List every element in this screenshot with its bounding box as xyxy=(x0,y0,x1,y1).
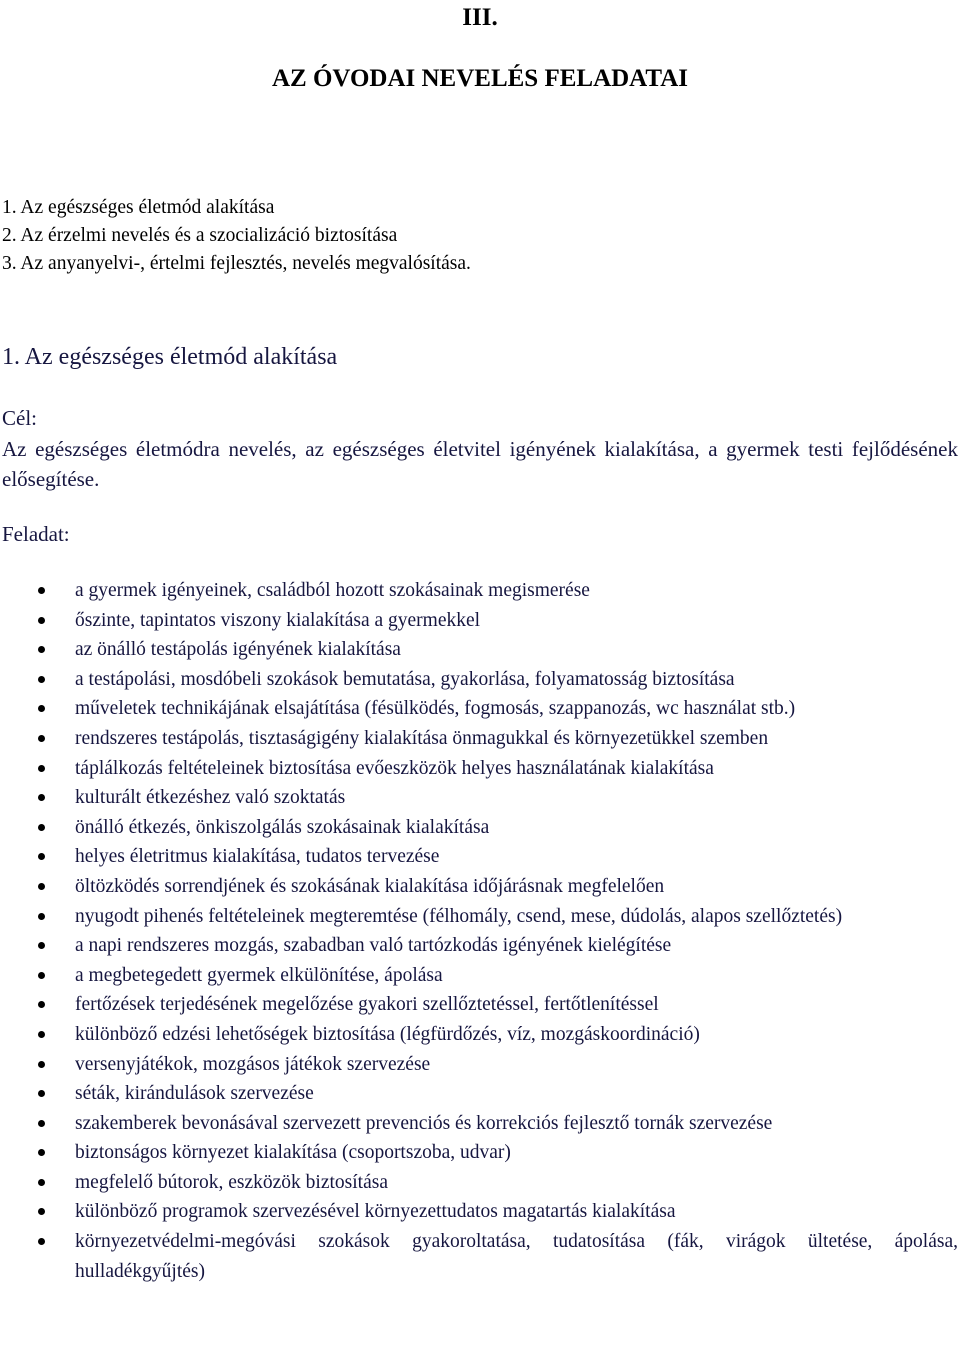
bullet-icon xyxy=(38,824,45,831)
bullet-icon xyxy=(38,617,45,624)
bullet-icon xyxy=(38,972,45,979)
task-item xyxy=(0,842,960,872)
task-item xyxy=(0,783,960,813)
toc-item: 1. Az egészséges életmód alakítása xyxy=(2,197,275,218)
bullet-icon xyxy=(38,587,45,594)
task-item xyxy=(0,576,960,606)
bullet-icon xyxy=(38,1090,45,1097)
task-item xyxy=(0,1109,960,1139)
task-text: önálló étkezés, önkiszolgálás szokásainak kialakítása xyxy=(75,816,490,838)
bullet-icon xyxy=(38,1061,45,1068)
bullet-icon xyxy=(38,705,45,712)
task-list xyxy=(0,576,960,1286)
task-text: rendszeres testápolás, tisztaságigény kialakítása önmagukkal és környezetükkel szemben xyxy=(75,727,769,749)
bullet-icon xyxy=(38,883,45,890)
task-text: megfelelő bútorok, eszközök biztosítása xyxy=(75,1171,388,1193)
task-item xyxy=(0,813,960,843)
task-text: fertőzések terjedésének megelőzése gyakori szellőztetéssel, fertőtlenítéssel xyxy=(75,994,659,1016)
task-item xyxy=(0,902,960,932)
task-text: különböző edzési lehetőségek biztosítása (légfürdőzés, víz, mozgáskoordináció) xyxy=(75,1023,700,1045)
bullet-icon xyxy=(38,646,45,653)
chapter-number: III. xyxy=(462,4,498,31)
task-item xyxy=(0,872,960,902)
task-text: versenyjátékok, mozgásos játékok szervezése xyxy=(75,1053,431,1075)
task-text: szakemberek bevonásával szervezett prevenciós és korrekciós fejlesztő tornák szervezése xyxy=(75,1112,773,1134)
task-text: öltözködés sorrendjének és szokásának kialakítása időjárásnak megfelelően xyxy=(75,875,665,897)
task-item xyxy=(0,990,960,1020)
section-heading: 1. Az egészséges életmód alakítása xyxy=(2,344,338,370)
task-item xyxy=(0,1168,960,1198)
toc-item: 2. Az érzelmi nevelés és a szocializáció biztosítása xyxy=(2,225,398,246)
task-item xyxy=(0,1138,960,1168)
task-item xyxy=(0,694,960,724)
task-item xyxy=(0,931,960,961)
bullet-icon xyxy=(38,913,45,920)
chapter-title: AZ ÓVODAI NEVELÉS FELADATAI xyxy=(271,65,688,92)
bullet-icon xyxy=(38,1208,45,1215)
task-text: séták, kirándulások szervezése xyxy=(75,1083,314,1105)
task-text: a megbetegedett gyermek elkülönítése, ápolása xyxy=(75,964,443,986)
bullet-icon xyxy=(38,942,45,949)
toc-item: 3. Az anyanyelvi-, értelmi fejlesztés, nevelés megvalósítása. xyxy=(2,253,471,274)
task-text: biztonságos környezet kialakítása (csoportszoba, udvar) xyxy=(75,1142,511,1164)
task-item xyxy=(0,1227,960,1286)
bullet-icon xyxy=(38,1001,45,1008)
task-item xyxy=(0,1197,960,1227)
bullet-icon xyxy=(38,1179,45,1186)
task-item xyxy=(0,724,960,754)
table-of-contents xyxy=(2,194,471,278)
task-item xyxy=(0,606,960,636)
task-text: a napi rendszeres mozgás, szabadban való tartózkodás igényének kielégítése xyxy=(75,935,672,957)
bullet-icon xyxy=(38,1120,45,1127)
task-text: az önálló testápolás igényének kialakítása xyxy=(75,639,401,661)
bullet-icon xyxy=(38,853,45,860)
task-text: a gyermek igényeinek, családból hozott szokásainak megismerése xyxy=(75,580,590,601)
task-text: a testápolási, mosdóbeli szokások bemutatása, gyakorlása, folyamatosság biztosítása xyxy=(75,668,735,690)
bullet-icon xyxy=(38,1238,45,1245)
task-item xyxy=(0,1050,960,1080)
bullet-icon xyxy=(38,1031,45,1038)
task-item xyxy=(0,635,960,665)
bullet-icon xyxy=(38,735,45,742)
task-item xyxy=(0,961,960,991)
task-text: helyes életritmus kialakítása, tudatos tervezése xyxy=(75,846,440,868)
task-text: őszinte, tapintatos viszony kialakítása a gyermekkel xyxy=(75,609,481,631)
task-label: Feladat: xyxy=(2,522,70,546)
goal-label: Cél: xyxy=(2,406,37,430)
task-item xyxy=(0,754,960,784)
task-text: kulturált étkezéshez való szoktatás xyxy=(75,787,346,809)
task-item xyxy=(0,665,960,695)
task-item xyxy=(0,1020,960,1050)
bullet-icon xyxy=(38,676,45,683)
bullet-icon xyxy=(38,1149,45,1156)
task-text: műveletek technikájának elsajátítása (fésülködés, fogmosás, szappanozás, wc használat stb.) xyxy=(75,698,796,720)
task-item xyxy=(0,1079,960,1109)
task-text: különböző programok szervezésével környezettudatos magatartás kialakítása xyxy=(75,1201,676,1223)
bullet-icon xyxy=(38,765,45,772)
bullet-icon xyxy=(38,794,45,801)
task-text: nyugodt pihenés feltételeinek megteremtése (félhomály, csend, mese, dúdolás, alapos szellőztetés) xyxy=(75,905,843,927)
task-text: környezetvédelmi-megóvási szokások gyakoroltatása, tudatosítása (fák, virágok ültetése, ápolása, hulladékgyűjtés) xyxy=(75,1231,958,1282)
task-text: táplálkozás feltételeinek biztosítása evőeszközök helyes használatának kialakítása xyxy=(75,757,714,779)
goal-text: Az egészséges életmódra nevelés, az egészséges életvitel igényének kialakítása, a gyermek testi fejlődésének elősegítése. xyxy=(2,437,958,491)
